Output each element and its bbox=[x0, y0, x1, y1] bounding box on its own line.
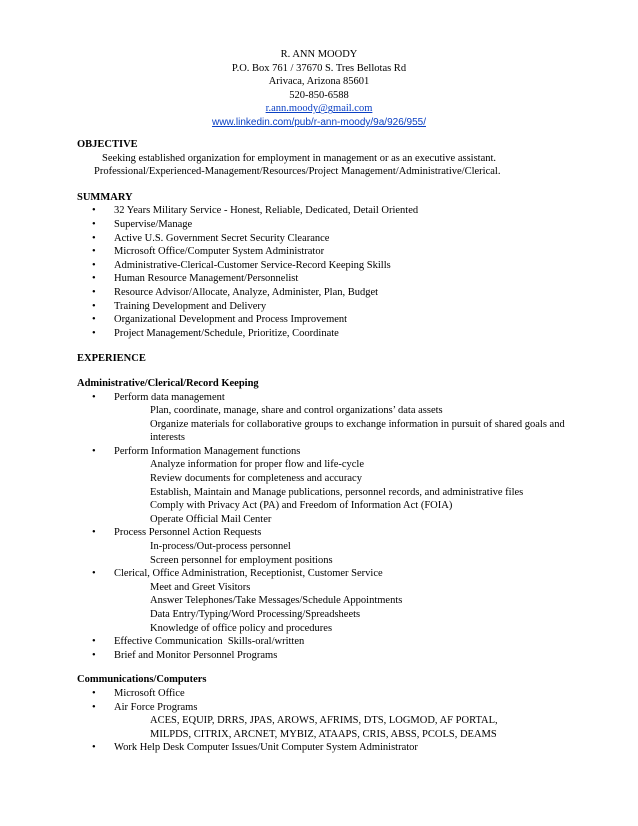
admin-subitem: Meet and Greet Visitors bbox=[150, 581, 251, 593]
objective-heading: OBJECTIVE bbox=[77, 139, 138, 150]
admin-subitem: Establish, Maintain and Manage publications, personnel records, and administrative files bbox=[150, 486, 524, 498]
applicant-name: R. ANN MOODY bbox=[280, 49, 358, 60]
admin-subitem: Knowledge of office policy and procedures bbox=[150, 622, 333, 634]
summary-item: • Human Resource Management/Personnelist bbox=[77, 272, 597, 286]
summary-item: • Training Development and Delivery bbox=[77, 300, 597, 314]
admin-section-heading: Administrative/Clerical/Record Keeping bbox=[77, 377, 259, 389]
summary-item: • Administrative-Clerical-Customer Service-Record Keeping Skills bbox=[77, 259, 597, 273]
experience-heading: EXPERIENCE bbox=[77, 353, 146, 365]
admin-item: • Brief and Monitor Personnel Programs bbox=[77, 649, 597, 663]
comms-section-heading: Communications/Computers bbox=[77, 674, 207, 686]
admin-subitem: Data Entry/Typing/Word Processing/Spreadsheets bbox=[150, 609, 361, 620]
summary-list bbox=[77, 204, 597, 340]
comms-list bbox=[77, 687, 597, 755]
summary-item: • Microsoft Office/Computer System Administrator bbox=[77, 245, 597, 259]
summary-item: • Supervise/Manage bbox=[77, 218, 597, 232]
admin-subitem: Plan, coordinate, manage, share and control organizations’ data assets bbox=[150, 405, 443, 417]
admin-item: • Process Personnel Action Requests bbox=[77, 526, 597, 540]
comms-subitem: ACES, EQUIP, DRRS, JPAS, AROWS, AFRIMS, DTS, LOGMOD, AF PORTAL, bbox=[150, 715, 498, 727]
summary-item: • 32 Years Military Service - Honest, Reliable, Dedicated, Detail Oriented bbox=[77, 204, 597, 218]
admin-subitem: Organize materials for collaborative groups to exchange information in pursuit of shared goals and interests bbox=[150, 418, 565, 444]
comms-item: • Air Force Programs bbox=[77, 701, 597, 715]
admin-subitem: Operate Official Mail Center bbox=[150, 513, 272, 525]
admin-item: • Clerical, Office Administration, Receptionist, Customer Service bbox=[77, 567, 597, 581]
admin-subitem: Analyze information for proper flow and life-cycle bbox=[150, 459, 364, 471]
summary-heading: SUMMARY bbox=[77, 191, 133, 203]
comms-subitem: MILPDS, CITRIX, ARCNET, MYBIZ, ATAAPS, CRIS, ABSS, PCOLS, DEAMS bbox=[150, 728, 497, 740]
summary-item: • Active U.S. Government Secret Security Clearance bbox=[77, 232, 597, 246]
address-line-2: Arivaca, Arizona 85601 bbox=[268, 76, 370, 88]
admin-subitem: In-process/Out-process personnel bbox=[150, 541, 291, 553]
objective-line-2: Professional/Experienced-Management/Resources/Project Management/Administrative/Clerical. bbox=[94, 166, 501, 178]
email-link[interactable]: r.ann.moody@gmail.com bbox=[265, 103, 373, 115]
summary-item: • Project Management/Schedule, Prioritize, Coordinate bbox=[77, 327, 597, 341]
comms-item: • Microsoft Office bbox=[77, 687, 597, 701]
phone-number: 520-850-6588 bbox=[289, 89, 349, 101]
comms-item: • Work Help Desk Computer Issues/Unit Computer System Administrator bbox=[77, 741, 597, 755]
admin-item: • Perform data management bbox=[77, 391, 597, 405]
admin-item: • Effective Communication Skills-oral/written bbox=[77, 635, 597, 649]
resume-body bbox=[77, 138, 597, 755]
admin-subitem: Answer Telephones/Take Messages/Schedule Appointments bbox=[150, 595, 403, 607]
admin-subitem: Screen personnel for employment positions bbox=[150, 554, 333, 566]
admin-list bbox=[77, 391, 597, 663]
address-line-1: P.O. Box 761 / 37670 S. Tres Bellotas Rd bbox=[231, 62, 407, 74]
admin-subitem: Comply with Privacy Act (PA) and Freedom of Information Act (FOIA) bbox=[150, 500, 453, 512]
admin-subitem: Review documents for completeness and accuracy bbox=[150, 473, 362, 485]
objective-line-1: Seeking established organization for employment in management or as an executive assistant. bbox=[102, 152, 497, 164]
contact-header bbox=[0, 48, 638, 130]
linkedin-link[interactable]: www.linkedin.com/pub/r-ann-moody/9a/926/955/ bbox=[211, 116, 426, 128]
summary-item: • Organizational Development and Process Improvement bbox=[77, 313, 597, 327]
admin-item: • Perform Information Management functions bbox=[77, 445, 597, 459]
summary-item: • Resource Advisor/Allocate, Analyze, Administer, Plan, Budget bbox=[77, 286, 597, 300]
